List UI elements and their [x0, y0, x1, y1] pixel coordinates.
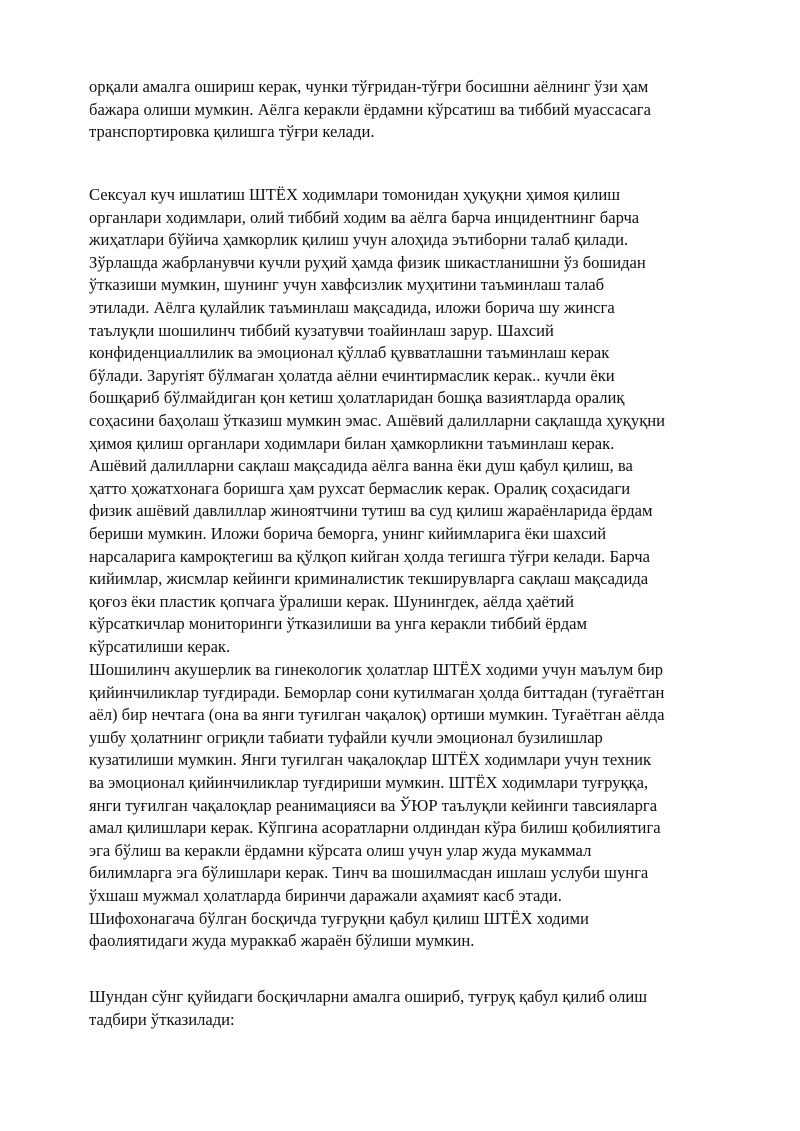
text-line: кузатилиши мумкин. Янги туғилган чақалоқлар ШТЁХ ходимлари учун техник: [89, 750, 652, 770]
text-line: бажара олиши мумкин. Аёлга керакли ёрдамни кўрсатиш ва тиббий муассасага: [89, 99, 651, 119]
text-line: ҳатто ҳожатхонага боришга ҳам рухсат бермаслик керак. Оралиқ соҳасидаги: [89, 478, 631, 498]
text-line: орқали амалга ошириш керак, чунки тўғридан-тўғри босишни аёлнинг ўзи ҳам: [89, 77, 649, 96]
text-line: Зўрлашда жабрланувчи кучли руҳий ҳамда физик шикастланишни ўз бошидан: [89, 252, 646, 272]
text-line: конфиденциаллилик ва эмоционал қўллаб қувватлашни таъминлаш керак: [89, 343, 610, 363]
text-line: бошқариб бўлмайдиган қон кетиш ҳолатларидан бошқа вазиятларда оралиқ: [89, 388, 625, 408]
text-line: амал қилишлари керак. Кўпгина асоратларни олдиндан кўра билиш қобилиятига: [89, 818, 661, 838]
text-line: тадбири ўтказилади:: [89, 1009, 235, 1029]
text-line: билимларга эга бўлишлари керак. Тинч ва шошилмасдан ишлаш услуби шунга: [89, 863, 649, 883]
text-line: физик ашёвий давлиллар жиноятчини тутиш ва суд қилиш жараёнларида ёрдам: [89, 501, 653, 521]
text-line: аёл) бир нечтага (она ва янги туғилган чақалоқ) ортиши мумкин. Туғаётган аёлда: [89, 705, 665, 725]
text-line: бўлади. Заруriят бўлмаган ҳолатда аёлни ечинтирмаслик керак.. кучли ёки: [89, 365, 615, 385]
text-line: таълуқли шошилинч тиббий кузатувчи тоайинлаш зарур. Шахсий: [89, 320, 554, 340]
text-line: Ашёвий далилларни сақлаш мақсадида аёлга ванна ёки душ қабул қилиш, ва: [89, 456, 633, 476]
text-line: қийинчиликлар туғдиради. Беморлар сони кутилмаган ҳолда биттадан (туғаётган: [89, 682, 665, 702]
text-line: бериши мумкин. Иложи борича беморга, унинг кийимларига ёки шахсий: [89, 523, 607, 543]
text-line: органлари ходимлари, олий тиббий ходим ва аёлга барча инцидентнинг барча: [89, 207, 640, 227]
paragraph-sexual-violence: [89, 184, 739, 658]
text-line: эга бўлиш ва керакли ёрдамни кўрсата олиш учун улар жуда мукаммал: [89, 840, 592, 860]
text-line: жиҳатлари бўйича ҳамкорлик қилиш учун алоҳида эътиборни талаб қилади.: [89, 230, 629, 250]
text-line: кийимлар, жисмлар кейинги криминалистик текширувларга сақлаш мақсадида: [89, 569, 649, 589]
text-line: ўтказиши мумкин, шунинг учун хавфсизлик муҳитини таъминлаш талаб: [89, 275, 605, 295]
text-line: Шошилинч акушерлик ва гинекологик ҳолатлар ШТЁХ ходими учун маълум бир: [89, 660, 664, 679]
text-line: фаолиятидаги жуда мураккаб жараён бўлиши мумкин.: [89, 931, 475, 951]
text-line: соҳасини баҳолаш ўтказиш мумкин эмас. Ашёвий далилларни сақлашда ҳуқуқни: [89, 410, 666, 430]
text-line: янги туғилган чақалоқлар реанимацияси ва ЎЮР таълуқли кейинги тавсияларга: [89, 795, 658, 815]
paragraph-continuation: [89, 76, 739, 144]
text-line: кўрсатилиши керак.: [89, 636, 231, 656]
text-line: этилади. Аёлга қулайлик таъминлаш мақсадида, иложи борича шу жинсга: [89, 297, 615, 317]
paragraph-delivery-steps-intro: [89, 986, 739, 1031]
text-line: кўрсаткичлар мониторинги ўтказилиши ва унга керакли тиббий ёрдам: [89, 614, 588, 634]
text-line: Шундан сўнг қуйидаги босқичларни амалга ошириб, туғруқ қабул қилиб олиш: [89, 987, 648, 1006]
text-line: Шифохонагача бўлган босқичда туғруқни қабул қилиш ШТЁХ ходими: [89, 908, 589, 928]
text-line: ҳимоя қилиш органлари ходимлари билан ҳамкорликни таъминлаш керак.: [89, 433, 615, 453]
paragraph-obstetric-emergencies: [89, 659, 739, 953]
text-line: Сексуал куч ишлатиш ШТЁХ ходимлари томонидан ҳуқуқни ҳимоя қилиш: [89, 185, 621, 204]
text-line: нарсаларига камроқтегиш ва қўлқоп кийган ҳолда тегишга тўғри келади. Барча: [89, 546, 650, 566]
text-line: қоғоз ёки пластик қопчага ўралиши керак. Шунингдек, аёлда ҳаётий: [89, 591, 575, 611]
text-line: ўхшаш мужмал ҳолатларда биринчи даражали аҳамият касб этади.: [89, 885, 562, 905]
text-line: транспортировка қилишга тўғри келади.: [89, 122, 375, 142]
text-line: ва эмоционал қийинчиликлар туғдириши мумкин. ШТЁХ ходимлари туғруққа,: [89, 772, 649, 792]
text-line: ушбу ҳолатнинг огриқли табиати туфайли кучли эмоционал бузилишлар: [89, 727, 603, 747]
